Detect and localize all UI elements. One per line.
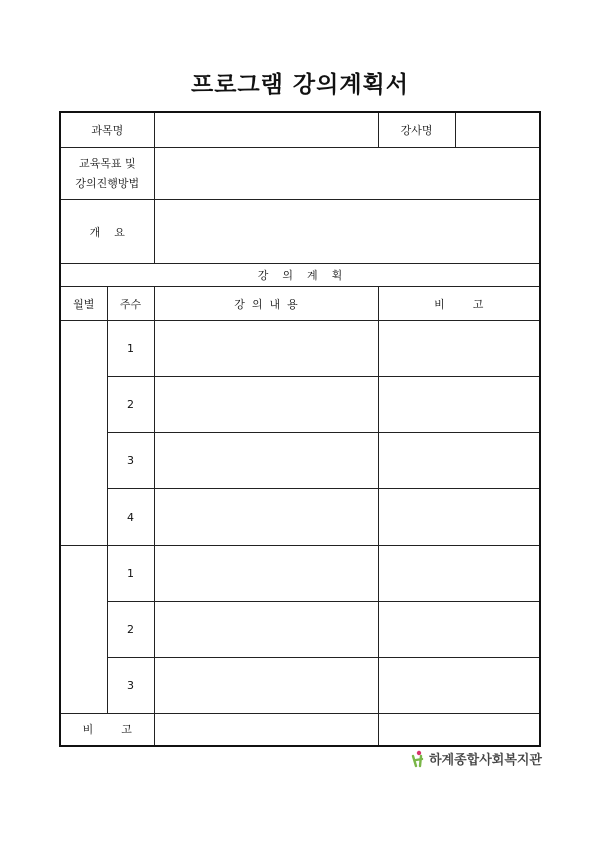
- instructor-label: 강사명: [379, 113, 456, 147]
- remarks-cell[interactable]: [378, 602, 540, 658]
- remarks-cell[interactable]: [378, 658, 540, 714]
- org-logo-icon: [409, 750, 427, 768]
- plan-form: [59, 111, 541, 747]
- content-header: 강 의 내 용: [154, 287, 378, 321]
- week-number: 4: [107, 489, 154, 546]
- week-number: 1: [107, 546, 154, 602]
- month-cell[interactable]: [60, 546, 107, 714]
- content-cell[interactable]: [154, 377, 378, 433]
- overview-field[interactable]: [154, 200, 540, 264]
- footer-remarks-extra[interactable]: [378, 714, 540, 746]
- content-cell[interactable]: [154, 602, 378, 658]
- month-header: 월별: [60, 287, 107, 321]
- remarks-cell[interactable]: [378, 321, 540, 377]
- content-cell[interactable]: [154, 658, 378, 714]
- page-title: 프로그램 강의계획서: [191, 72, 409, 98]
- goals-label-line2: 강의진행방법: [75, 176, 140, 190]
- month-cell[interactable]: [60, 321, 107, 546]
- remarks-header: 비 고: [378, 287, 540, 321]
- plan-header: 강 의 계 획: [60, 264, 540, 287]
- content-cell[interactable]: [154, 489, 378, 546]
- content-cell[interactable]: [154, 433, 378, 489]
- goals-label-line1: 교육목표 및: [78, 156, 136, 170]
- instructor-field[interactable]: [456, 113, 540, 147]
- goals-field[interactable]: [154, 148, 540, 200]
- week-number: 2: [107, 602, 154, 658]
- week-number: 1: [107, 321, 154, 377]
- week-number: 3: [107, 433, 154, 489]
- remarks-cell[interactable]: [378, 546, 540, 602]
- footer-remarks-field[interactable]: [154, 714, 378, 746]
- remarks-cell[interactable]: [378, 489, 540, 546]
- week-number: 2: [107, 377, 154, 433]
- subject-field[interactable]: [154, 112, 378, 148]
- remarks-cell[interactable]: [378, 377, 540, 433]
- subject-label: 과목명: [60, 112, 154, 148]
- content-cell[interactable]: [154, 546, 378, 602]
- remarks-cell[interactable]: [378, 433, 540, 489]
- footer-remarks-label: 비 고: [60, 714, 154, 746]
- week-header: 주수: [107, 287, 154, 321]
- org-footer: [409, 749, 542, 768]
- org-name: 하계종합사회복지관: [428, 753, 542, 768]
- week-number: 3: [107, 658, 154, 714]
- overview-label: 개 요: [60, 200, 154, 264]
- content-cell[interactable]: [154, 321, 378, 377]
- goals-label: [60, 148, 154, 200]
